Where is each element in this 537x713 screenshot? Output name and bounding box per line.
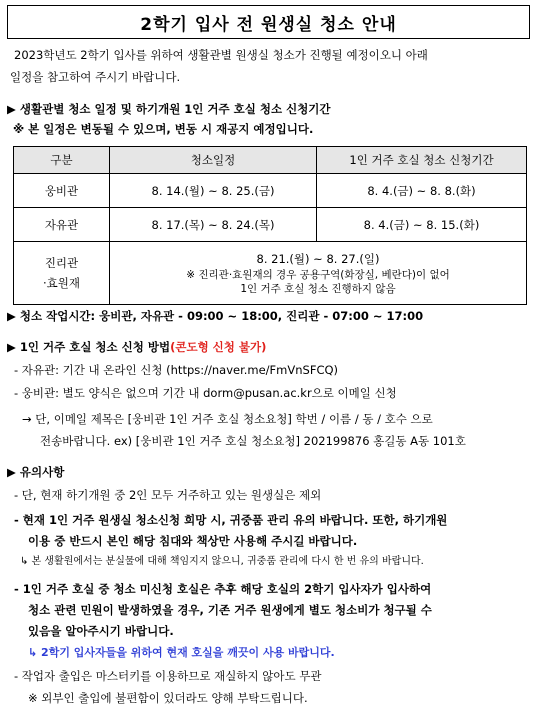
table-note-1: ※ 진리관·효원재의 경우 공용구역(화장실, 베란다)이 없어: [186, 269, 450, 281]
section3-heading-row: [7, 336, 266, 358]
section4-item-2b: 이용 중 반드시 본인 해당 침대와 책상만 사용해 주시길 바랍니다.: [28, 534, 358, 548]
table-cell-apply: 8. 4.(금) ~ 8. 8.(화): [317, 174, 527, 208]
schedule-table: [13, 146, 527, 305]
section3-item-3b: 전송바랍니다. ex) [웅비관 1인 거주 호실 청소요청] 202199876 홍길동 A동 101호: [40, 434, 466, 448]
table-header-cell: 청소일정: [110, 147, 317, 174]
section4-item-2c: ↳ 본 생활원에서는 분실물에 대해 책임지지 않으니, 귀중품 관리에 다시 한 번 유의 바랍니다.: [20, 556, 424, 567]
section2-text: 청소 작업시간: 웅비관, 자유관 - 09:00 ~ 18:00, 진리관 - 07:00 ~ 17:00: [19, 309, 424, 323]
section3-item-1: - 자유관: 기간 내 온라인 신청 (https://naver.me/FmVnSFCQ): [14, 363, 339, 377]
table-cell-schedule: 8. 21.(월) ~ 8. 27.(일): [256, 252, 380, 266]
table-cell-merged: [110, 242, 527, 305]
section3-marker: ▶: [7, 340, 16, 354]
section1-heading: 생활관별 청소 일정 및 하기개원 1인 거주 호실 청소 신청기간: [19, 102, 331, 116]
table-row: [14, 242, 527, 305]
section3-item-2: - 웅비관: 별도 양식은 없으며 기간 내 dorm@pusan.ac.kr으로 이메일 신청: [14, 386, 397, 400]
building-name-1: 진리관: [44, 256, 79, 270]
section3-heading-warning: (콘도형 신청 불가): [170, 340, 267, 354]
table-cell-apply: 8. 4.(금) ~ 8. 15.(화): [317, 208, 527, 242]
intro-line-2: 일정을 참고하여 주시기 바랍니다.: [10, 70, 181, 84]
section2-row: [7, 305, 423, 327]
section4-heading-row: [7, 461, 64, 483]
table-cell-schedule: 8. 17.(목) ~ 8. 24.(목): [110, 208, 317, 242]
building-name-2: ·효원재: [43, 276, 80, 290]
intro-line-1: 2023학년도 2학기 입사를 위하여 생활관별 원생실 청소가 진행될 예정이오니 아래: [14, 48, 428, 62]
section4-item-4b: ※ 외부인 출입에 불편함이 있더라도 양해 부탁드립니다.: [28, 691, 308, 705]
table-header-cell: 구분: [14, 147, 110, 174]
section4-item-2a: - 현재 1인 거주 원생실 청소신청 희망 시, 귀중품 관리 유의 바랍니다. 또한, 하기개원: [14, 513, 448, 527]
section1-heading-row: [7, 98, 331, 120]
section3-heading: 1인 거주 호실 청소 신청 방법: [19, 340, 171, 354]
section1-note: ※ 본 일정은 변동될 수 있으며, 변동 시 재공지 예정입니다.: [13, 122, 314, 136]
table-cell-building: 자유관: [14, 208, 110, 242]
table-row: [14, 208, 527, 242]
section3-item-3a: → 단, 이메일 제목은 [웅비관 1인 거주 호실 청소요청] 학번 / 이름 / 동 / 호수 으로: [22, 412, 433, 426]
section4-marker: ▶: [7, 465, 16, 479]
table-cell-building: 웅비관: [14, 174, 110, 208]
table-cell-schedule: 8. 14.(월) ~ 8. 25.(금): [110, 174, 317, 208]
section4-item-1: - 단, 현재 하기개원 중 2인 모두 거주하고 있는 원생실은 제외: [14, 488, 322, 502]
section4-item-3c: 있음을 알아주시기 바랍니다.: [28, 624, 174, 638]
table-header-cell: 1인 거주 호실 청소 신청기간: [317, 147, 527, 174]
title-box: [7, 5, 530, 39]
section4-heading: 유의사항: [19, 465, 65, 479]
section4-item-4a: - 작업자 출입은 마스터키를 이용하므로 재실하지 않아도 무관: [14, 669, 322, 683]
page-title: 2학기 입사 전 원생실 청소 안내: [140, 14, 397, 35]
table-header-row: [14, 147, 527, 174]
table-note-2: 1인 거주 호실 청소 진행하지 않음: [240, 283, 396, 295]
table-row: [14, 174, 527, 208]
section1-marker: ▶: [7, 102, 16, 116]
section4-item-3d: ↳ 2학기 입사자들을 위하여 현재 호실을 깨끗이 사용 바랍니다.: [28, 646, 335, 659]
section4-item-3a: - 1인 거주 호실 중 청소 미신청 호실은 추후 해당 호실의 2학기 입사자가 입사하여: [14, 582, 432, 596]
table-cell-building: [14, 242, 110, 305]
section2-marker: ▶: [7, 309, 16, 323]
section4-item-3b: 청소 관련 민원이 발생하였을 경우, 기존 거주 원생에게 별도 청소비가 청구될 수: [28, 603, 432, 617]
